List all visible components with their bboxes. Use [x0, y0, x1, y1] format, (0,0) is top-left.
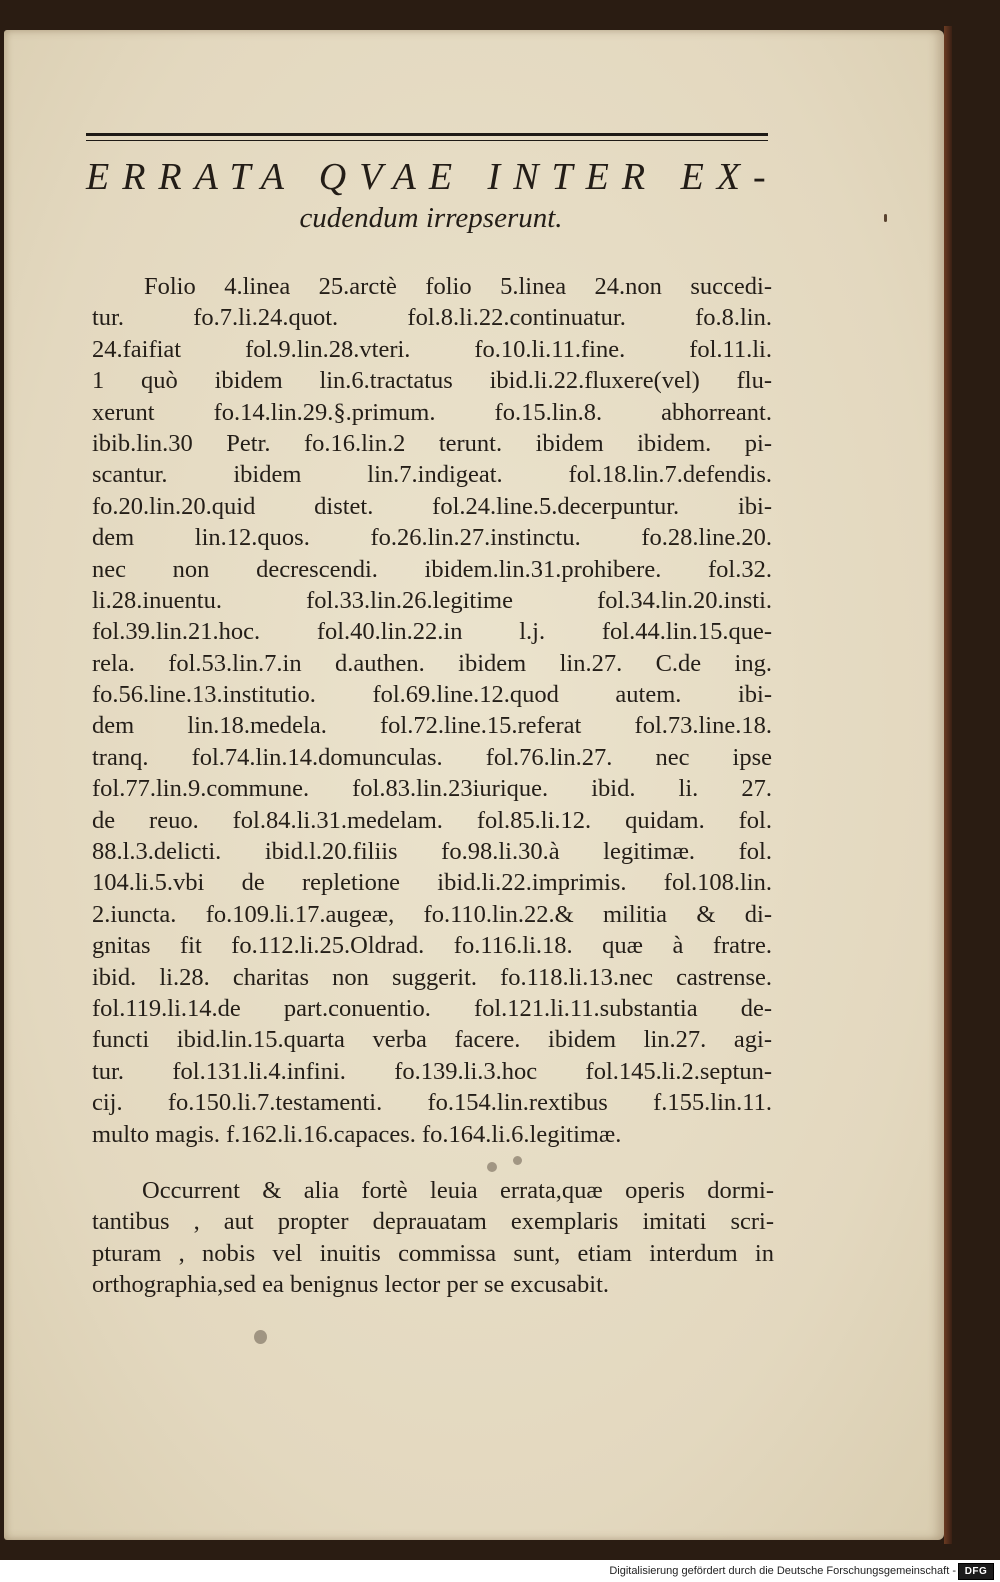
header-rule-thin [86, 140, 768, 141]
errata-line: xerunt fo.14.lin.29.§.primum. fo.15.lin.8. abhorreant. [92, 398, 772, 426]
page-title: ERRATA QVAE INTER EX- [86, 156, 779, 198]
book-edge [944, 26, 952, 1544]
errata-line: 104.li.5.vbi de repletione ibid.li.22.imprimis. fol.108.lin. [92, 869, 772, 897]
errata-line: 88.l.3.delicti. ibid.l.20.filiis fo.98.li.30.à legitimæ. fol. [92, 838, 772, 866]
stain-spot [254, 1330, 267, 1344]
closing-line: tantibus , aut propter deprauatam exemplaris imitati scri- [92, 1208, 774, 1236]
closing-line: orthographia,sed ea benignus lector per se excusabit. [92, 1271, 610, 1299]
errata-line: gnitas fit fo.112.li.25.Oldrad. fo.116.li.18. quæ à fratre. [92, 932, 772, 960]
errata-line: cij. fo.150.li.7.testamenti. fo.154.lin.rextibus f.155.lin.11. [92, 1089, 772, 1117]
errata-line: fol.39.lin.21.hoc. fol.40.lin.22.in l.j. fol.44.lin.15.que- [92, 618, 772, 646]
dfg-logo: DFG [958, 1563, 994, 1580]
closing-paragraph [92, 1175, 774, 1301]
errata-line: fol.119.li.14.de part.conuentio. fol.121.li.11.substantia de- [92, 994, 772, 1022]
errata-line: ibib.lin.30 Petr. fo.16.lin.2 terunt. ibidem ibidem. pi- [92, 429, 772, 457]
errata-line: functi ibid.lin.15.quarta verba facere. ibidem lin.27. agi- [92, 1026, 772, 1054]
header-rule [86, 133, 768, 136]
errata-line: ibid. li.28. charitas non suggerit. fo.118.li.13.nec castrense. [92, 963, 772, 991]
errata-line: de reuo. fol.84.li.31.medelam. fol.85.li.12. quidam. fol. [92, 806, 772, 834]
ink-mark [884, 214, 887, 222]
errata-line: 2.iuncta. fo.109.li.17.augeæ, fo.110.lin.22.& militia & di- [92, 900, 772, 928]
page-subtitle: cudendum irrepserunt. [299, 202, 563, 234]
errata-line: 24.faifiat fol.9.lin.28.vteri. fo.10.li.11.fine. fol.11.li. [92, 335, 772, 363]
errata-line: tur. fol.131.li.4.infini. fo.139.li.3.hoc fol.145.li.2.septun- [92, 1057, 772, 1085]
closing-line: pturam , nobis vel inuitis commissa sunt, etiam interdum in [92, 1239, 774, 1267]
errata-list [92, 271, 772, 1150]
errata-line: rela. fol.53.lin.7.in d.authen. ibidem lin.27. C.de ing. [92, 649, 772, 677]
errata-line: fol.77.lin.9.commune. fol.83.lin.23iurique. ibid. li. 27. [92, 775, 772, 803]
digitization-credit: Digitalisierung gefördert durch die Deutsche Forschungsgemeinschaft - [609, 1565, 956, 1577]
closing-line: Occurrent & alia fortè leuia errata,quæ operis dormi- [142, 1177, 774, 1204]
errata-line: fo.20.lin.20.quid distet. fol.24.line.5.decerpuntur. ibi- [92, 492, 772, 520]
errata-line: 1 quò ibidem lin.6.tractatus ibid.li.22.fluxere(vel) flu- [92, 367, 772, 395]
errata-line: li.28.inuentu. fol.33.lin.26.legitime fol.34.lin.20.insti. [92, 586, 772, 614]
stain-spot [487, 1162, 497, 1172]
errata-line: scantur. ibidem lin.7.indigeat. fol.18.lin.7.defendis. [92, 461, 772, 489]
stain-spot [513, 1156, 522, 1165]
errata-line: dem lin.12.quos. fo.26.lin.27.instinctu. fo.28.line.20. [92, 524, 772, 552]
errata-line: multo magis. f.162.li.16.capaces. fo.164.li.6.legitimæ. [92, 1120, 622, 1148]
errata-line: fo.56.line.13.institutio. fol.69.line.12.quod autem. ibi- [92, 681, 772, 709]
errata-line: Folio 4.linea 25.arctè folio 5.linea 24.non succedi- [144, 273, 772, 300]
errata-line: tranq. fol.74.lin.14.domunculas. fol.76.lin.27. nec ipse [92, 743, 772, 771]
errata-line: nec non decrescendi. ibidem.lin.31.prohibere. fol.32. [92, 555, 772, 583]
errata-line: dem lin.18.medela. fol.72.line.15.referat fol.73.line.18. [92, 712, 772, 740]
errata-line: tur. fo.7.li.24.quot. fol.8.li.22.continuatur. fo.8.lin. [92, 304, 772, 332]
